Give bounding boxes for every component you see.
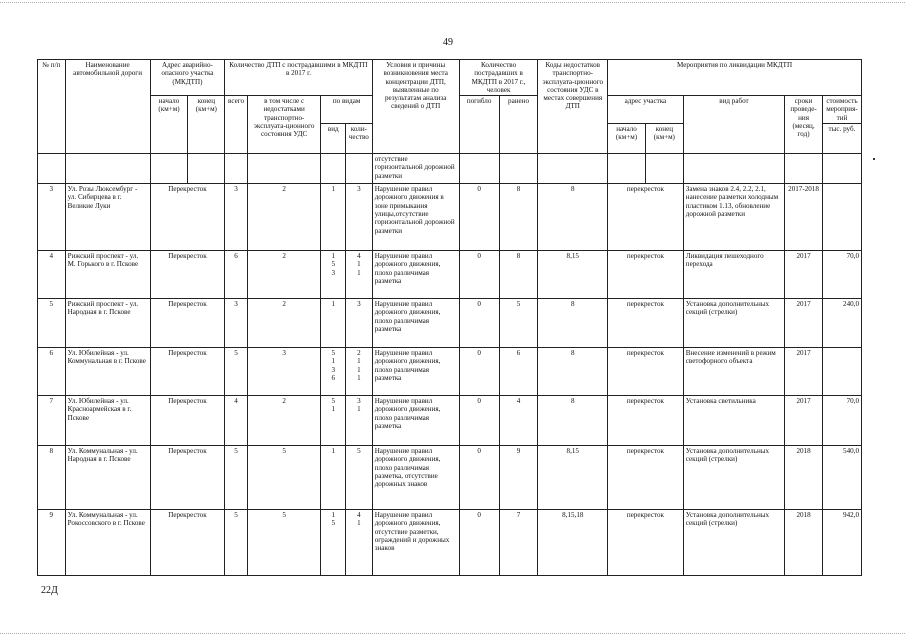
header-victims-injured: ранено <box>499 96 538 154</box>
row-conditions: Нарушение правил дорожного движения, плохо различимая разметка <box>372 251 459 299</box>
row-conditions: Нарушение правил дорожного движения, плохо различимая разметка <box>372 348 459 396</box>
header-measure-start: начало (км+м) <box>608 124 646 154</box>
row-num: 7 <box>38 396 66 446</box>
row-dtp-types: 1 5 3 <box>321 251 346 299</box>
header-work-type: вид работ <box>683 96 784 154</box>
row-dtp-incl: 5 <box>247 446 321 510</box>
row-dtp-types: 1 5 <box>321 510 346 576</box>
row-conditions: Нарушение правил дорожного движения, отсутствие разметки, ограждений и дорожных знаков <box>372 510 459 576</box>
row-killed: 0 <box>459 348 499 396</box>
row-cost: 70,0 <box>822 396 861 446</box>
row-killed: 0 <box>459 251 499 299</box>
row-dtp-total: 6 <box>225 251 248 299</box>
header-cost-unit: тыс. руб. <box>822 124 861 154</box>
row-work: Установка дополнительных секций (стрелки) <box>683 510 784 576</box>
header-measure-end: конец (км+м) <box>645 124 683 154</box>
row-work: Установка светильника <box>683 396 784 446</box>
row-codes: 8,15,18 <box>538 510 608 576</box>
row-dtp-counts: 3 1 <box>346 396 373 446</box>
row-address: Перекресток <box>150 299 225 348</box>
row-road: Рижский проспект - ул. М. Горького в г. Пскове <box>65 251 150 299</box>
header-dtp-type: вид <box>321 124 346 154</box>
row-conditions: Нарушение правил дорожного движения, плохо различимая разметка <box>372 396 459 446</box>
row-conditions: Нарушение правил дорожного движения, плохо различимая разметка <box>372 299 459 348</box>
row-codes: 8,15 <box>538 251 608 299</box>
table-row <box>38 184 862 251</box>
row-cost: 70,0 <box>822 251 861 299</box>
row-killed: 0 <box>459 299 499 348</box>
row-deadline: 2018 <box>785 510 823 576</box>
row-address: Перекресток <box>150 348 225 396</box>
header-cost: стоимость мероприя-тий <box>822 96 861 124</box>
row-dtp-incl: 2 <box>247 396 321 446</box>
row-road: Ул. Юбилейная - ул. Красноармейская в г. Пскове <box>65 396 150 446</box>
row-num: 3 <box>38 184 66 251</box>
row-measure-address: перекресток <box>608 251 684 299</box>
row-road: Ул. Юбилейная - ул. Коммунальная в г. Пскове <box>65 348 150 396</box>
table-row <box>38 251 862 299</box>
row-deadline: 2017 <box>785 348 823 396</box>
row-address: Перекресток <box>150 396 225 446</box>
row-dtp-counts: 3 <box>346 184 373 251</box>
row-dtp-total: 3 <box>225 299 248 348</box>
continuation-text: отсутствие горизонтальной дорожной разметки <box>372 154 459 184</box>
row-injured: 9 <box>499 446 538 510</box>
row-num: 8 <box>38 446 66 510</box>
row-num: 5 <box>38 299 66 348</box>
row-address: Перекресток <box>150 184 225 251</box>
page-number: 49 <box>443 37 453 48</box>
table-row <box>38 396 862 446</box>
dtp-table <box>37 59 862 576</box>
row-dtp-counts: 4 1 <box>346 510 373 576</box>
row-deadline: 2017 <box>785 251 823 299</box>
row-num: 9 <box>38 510 66 576</box>
row-work: Внесение изменений в режим светофорного объекта <box>683 348 784 396</box>
row-dtp-counts: 5 <box>346 446 373 510</box>
table-row <box>38 348 862 396</box>
row-dtp-total: 5 <box>225 510 248 576</box>
header-address-end: конец (км+м) <box>188 96 225 154</box>
row-work: Замена знаков 2.4, 2.2, 2.1, нанесение разметки холодным пластиком 1.13, обновление дорожной разметки <box>683 184 784 251</box>
row-dtp-incl: 5 <box>247 510 321 576</box>
header-measure-address: адрес участка <box>608 96 684 124</box>
row-dtp-incl: 3 <box>247 348 321 396</box>
header-deadline: сроки проведе-ния (месяц, год) <box>785 96 823 154</box>
row-measure-address: перекресток <box>608 348 684 396</box>
row-road: Ул. Розы Люксембург - ул. Сибирцева в г. Великие Луки <box>65 184 150 251</box>
row-killed: 0 <box>459 184 499 251</box>
continuation-row <box>38 154 862 184</box>
row-codes: 8 <box>538 348 608 396</box>
row-cost: 942,0 <box>822 510 861 576</box>
row-work: Ликвидация пешеходного перехода <box>683 251 784 299</box>
row-measure-address: перекресток <box>608 184 684 251</box>
scan-speck <box>873 158 875 160</box>
row-deadline: 2017 <box>785 396 823 446</box>
row-codes: 8 <box>538 184 608 251</box>
header-victims: Количество пострадавших в МКДТП в 2017 г., человек <box>459 60 538 96</box>
header-measures: Мероприятия по ликвидации МКДТП <box>608 60 862 96</box>
row-dtp-incl: 2 <box>247 251 321 299</box>
header-address: Адрес аварийно-опасного участка (МКДТП) <box>150 60 225 96</box>
row-codes: 8 <box>538 396 608 446</box>
row-measure-address: перекресток <box>608 446 684 510</box>
row-dtp-incl: 2 <box>247 299 321 348</box>
row-measure-address: перекресток <box>608 510 684 576</box>
row-conditions: Нарушение правил дорожного движения, плохо различимая разметка, отсутствие дорожных знаков <box>372 446 459 510</box>
row-dtp-types: 1 <box>321 446 346 510</box>
footer-code: 22Д <box>41 585 58 596</box>
table-row <box>38 510 862 576</box>
row-cost: 240,0 <box>822 299 861 348</box>
row-killed: 0 <box>459 446 499 510</box>
row-work: Установка дополнительных секций (стрелки) <box>683 299 784 348</box>
row-road: Рижский проспект - ул. Народная в г. Пскове <box>65 299 150 348</box>
header-dtp-count: Количество ДТП с пострадавшими в МКДТП в 2017 г. <box>225 60 372 96</box>
header-defect-codes: Коды недостатков транспортно-эксплуата-ционного состояния УДС в местах совершения ДТП <box>538 60 608 154</box>
row-injured: 6 <box>499 348 538 396</box>
row-injured: 8 <box>499 184 538 251</box>
row-dtp-types: 1 <box>321 299 346 348</box>
table-row <box>38 299 862 348</box>
row-cost <box>822 184 861 251</box>
row-deadline: 2017 <box>785 299 823 348</box>
row-dtp-types: 5 1 <box>321 396 346 446</box>
header-address-start: начало (км+м) <box>150 96 188 154</box>
row-codes: 8 <box>538 299 608 348</box>
row-dtp-incl: 2 <box>247 184 321 251</box>
row-measure-address: перекресток <box>608 396 684 446</box>
scan-edge-bottom <box>0 633 905 634</box>
row-injured: 8 <box>499 251 538 299</box>
row-dtp-total: 5 <box>225 446 248 510</box>
row-address: Перекресток <box>150 510 225 576</box>
row-cost: 540,0 <box>822 446 861 510</box>
header-conditions: Условия и причины возникновения места концентрации ДТП, выявленные по результатам анализа сведений о ДТП <box>372 60 459 154</box>
header-dtp-by-type: по видам <box>321 96 372 124</box>
row-work: Установка дополнительных секций (стрелки) <box>683 446 784 510</box>
row-road: Ул. Коммунальная - ул. Рокоссовского в г. Пскове <box>65 510 150 576</box>
row-road: Ул. Коммунальная - ул. Народная в г. Пскове <box>65 446 150 510</box>
table-row <box>38 446 862 510</box>
row-dtp-counts: 4 1 1 <box>346 251 373 299</box>
header-road: Наименование автомобильной дороги <box>65 60 150 154</box>
row-injured: 4 <box>499 396 538 446</box>
row-dtp-total: 5 <box>225 348 248 396</box>
row-deadline: 2018 <box>785 446 823 510</box>
header-dtp-incl: в том числе с недостатками транспортно-эксплуата-ционного состояния УДС <box>247 96 321 154</box>
row-killed: 0 <box>459 396 499 446</box>
row-deadline: 2017-2018 <box>785 184 823 251</box>
row-dtp-total: 4 <box>225 396 248 446</box>
row-cost <box>822 348 861 396</box>
row-num: 4 <box>38 251 66 299</box>
row-conditions: Нарушение правил дорожного движения в зоне примыкания улицы,отсутствие горизонтальной дорожной разметки <box>372 184 459 251</box>
row-address: Перекресток <box>150 446 225 510</box>
row-killed: 0 <box>459 510 499 576</box>
row-dtp-counts: 3 <box>346 299 373 348</box>
row-codes: 8,15 <box>538 446 608 510</box>
row-dtp-counts: 2 1 1 1 <box>346 348 373 396</box>
row-injured: 5 <box>499 299 538 348</box>
row-injured: 7 <box>499 510 538 576</box>
header-dtp-total: всего <box>225 96 248 154</box>
header-dtp-type-count: коли-чество <box>346 124 373 154</box>
table-header <box>38 60 862 154</box>
row-measure-address: перекресток <box>608 299 684 348</box>
row-dtp-types: 1 <box>321 184 346 251</box>
scan-edge-top <box>0 2 905 3</box>
row-num: 6 <box>38 348 66 396</box>
row-address: Перекресток <box>150 251 225 299</box>
table-body <box>38 154 862 576</box>
row-dtp-types: 5 1 3 6 <box>321 348 346 396</box>
header-victims-killed: погибло <box>459 96 499 154</box>
row-dtp-total: 3 <box>225 184 248 251</box>
header-num: № п/п <box>38 60 66 154</box>
